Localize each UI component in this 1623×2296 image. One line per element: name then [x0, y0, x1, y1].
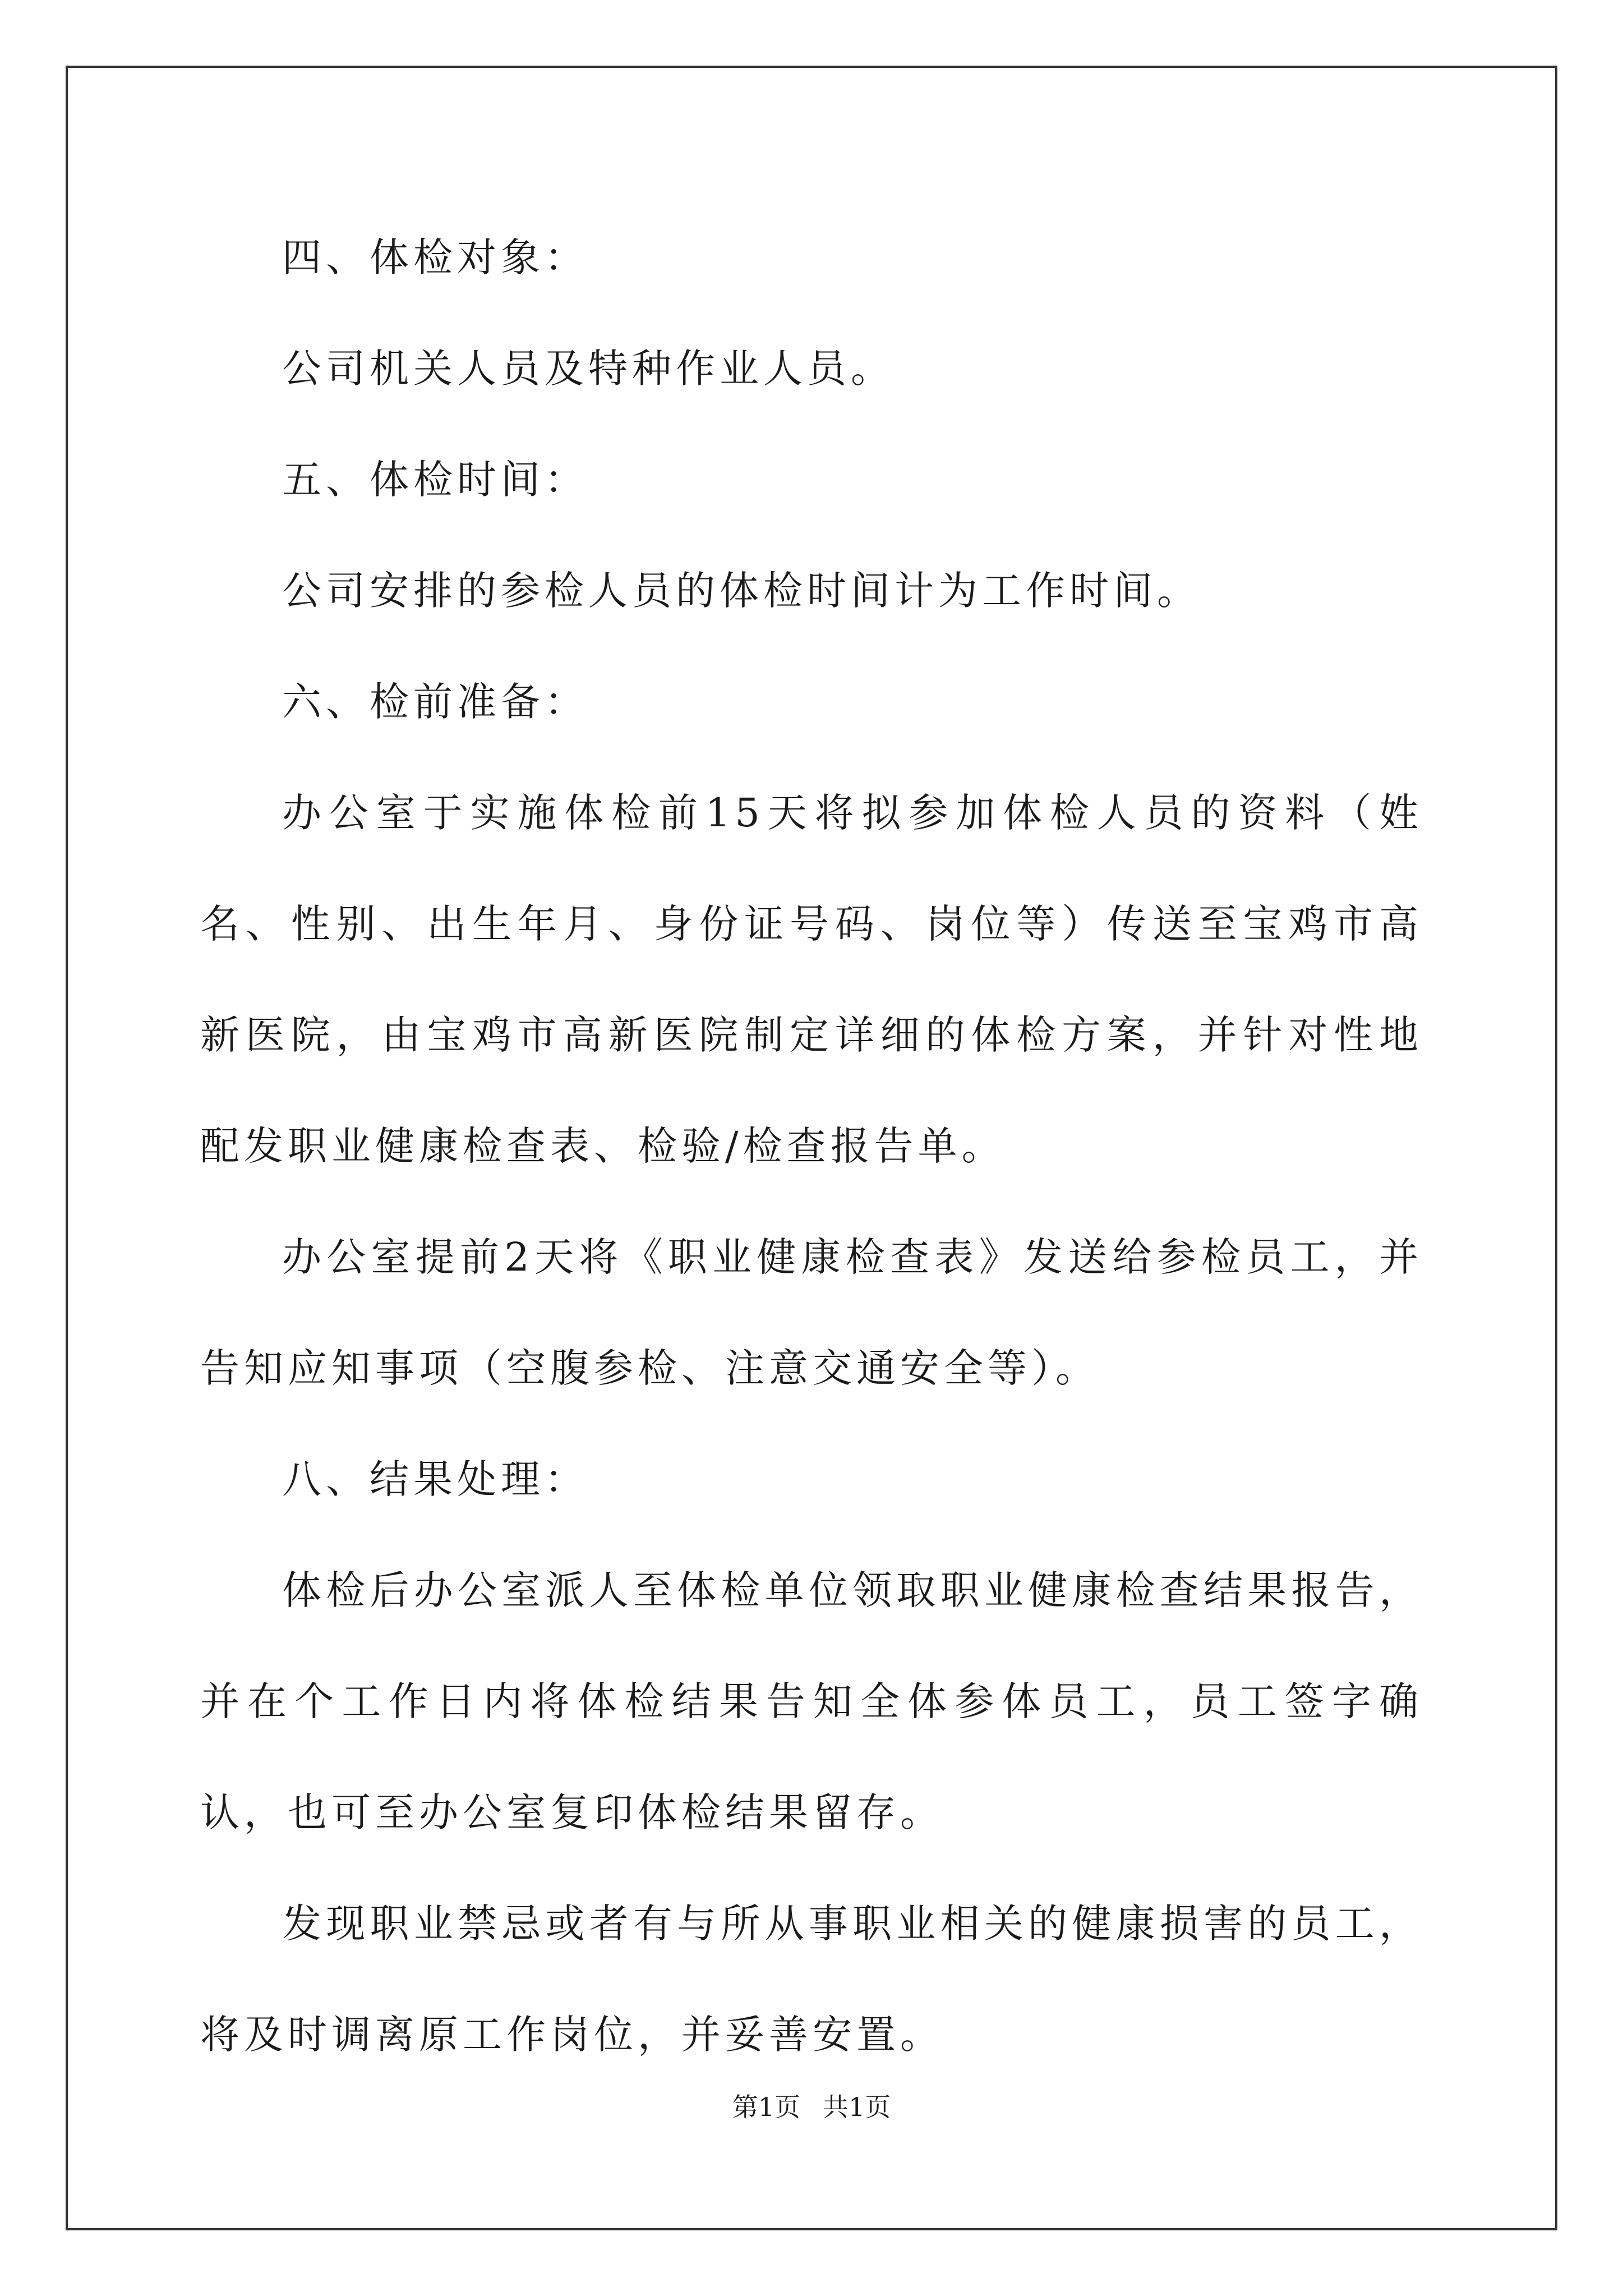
- paragraph-results-2: 发现职业禁忌或者有与所从事职业相关的健康损害的员工，将及时调离原工作岗位，并妥善安置。: [200, 1901, 1423, 2058]
- page-total: 共1页: [823, 2092, 891, 2122]
- paragraph-preparation-2: 办公室提前2天将《职业健康检查表》发送给参检员工，并告知应知事项（空腹参检、注意交通安全等）。: [200, 1234, 1423, 1391]
- paragraph-subjects: 公司机关人员及特种作业人员。: [282, 346, 895, 392]
- section-heading-subjects: 四、体检对象：: [282, 234, 588, 280]
- paragraph-preparation-1: 办公室于实施体检前15天将拟参加体检人员的资料（姓名、性别、出生年月、身份证号码、岗位等）传送至宝鸡市高新医院，由宝鸡市高新医院制定详细的体检方案，并针对性地配发职业健康检查表、检验/检查报告单。: [200, 790, 1423, 1169]
- paragraph-time: 公司安排的参检人员的体检时间计为工作时间。: [282, 568, 1201, 614]
- paragraph-results-1: 体检后办公室派人至体检单位领取职业健康检查结果报告，并在个工作日内将体检结果告知全体参体员工，员工签字确认，也可至办公室复印体检结果留存。: [200, 1567, 1423, 1835]
- page-footer: [0, 2087, 1623, 2124]
- page-number: 第1页: [732, 2092, 800, 2122]
- document-body: [200, 202, 1423, 2090]
- section-heading-time: 五、体检时间：: [282, 457, 588, 503]
- section-heading-preparation: 六、检前准备：: [282, 679, 588, 725]
- section-heading-results: 八、结果处理：: [282, 1456, 588, 1502]
